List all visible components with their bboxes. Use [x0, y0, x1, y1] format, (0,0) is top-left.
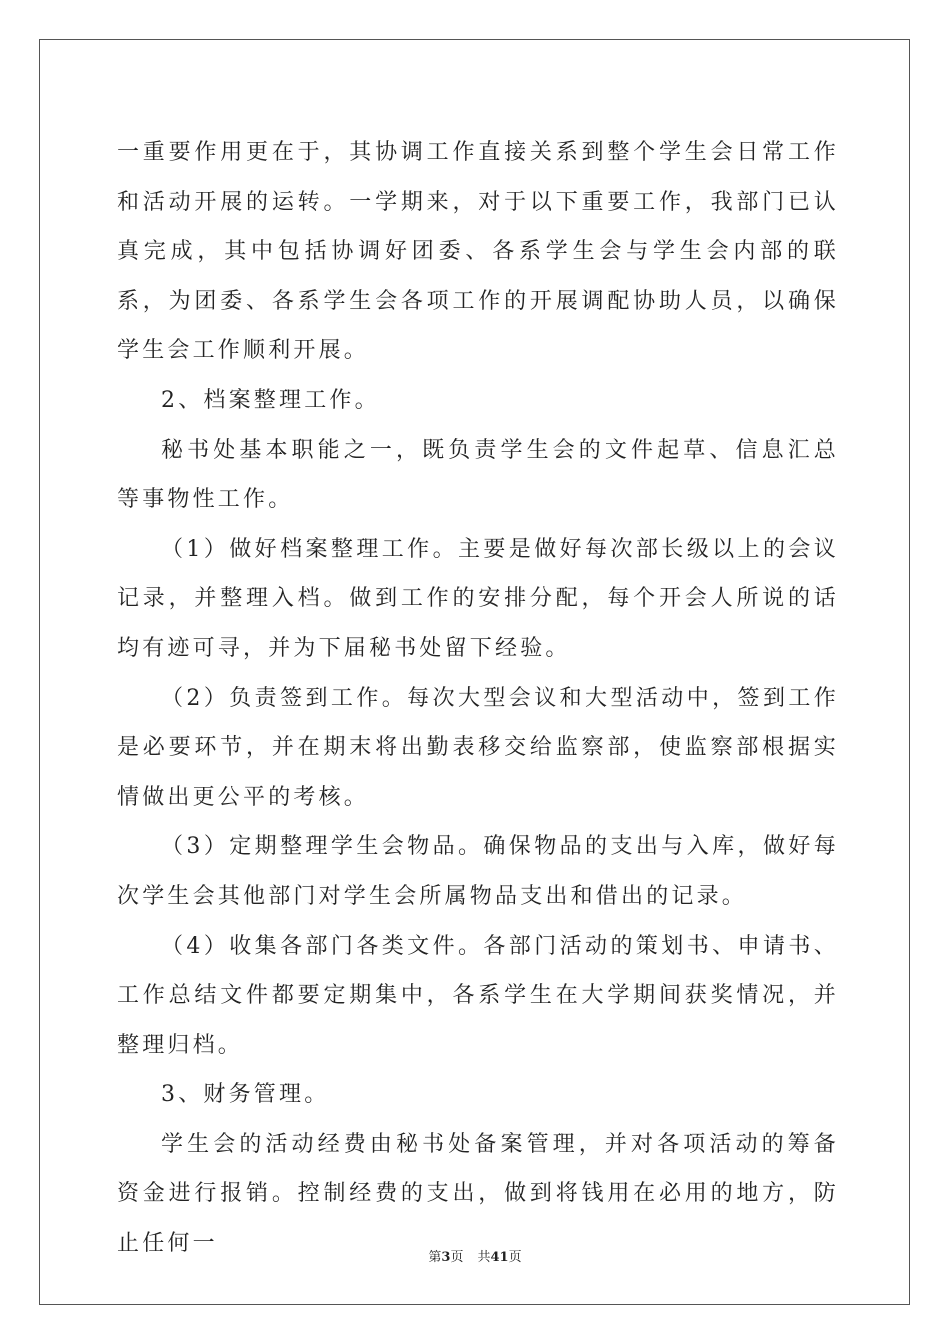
- paragraph-item-1: （1）做好档案整理工作。主要是做好每次部长级以上的会议记录，并整理入档。做到工作的安排分配，每个开会人所说的话均有迹可寻，并为下届秘书处留下经验。: [117, 536, 839, 661]
- paragraph-item-3: （3）定期整理学生会物品。确保物品的支出与入库，做好每次学生会其他部门对学生会所属物品支出和借出的记录。: [117, 834, 839, 909]
- page-label-suffix: 页: [450, 1250, 464, 1265]
- paragraph-continuation: 一重要作用更在于，其协调工作直接关系到整个学生会日常工作和活动开展的运转。一学期来，对于以下重要工作，我部门已认真完成，其中包括协调好团委、各系学生会与学生会内部的联系，为团委、各系学生会各项工作的开展调配协助人员，以确保学生会工作顺利开展。: [117, 140, 839, 364]
- page-footer: [0, 1246, 950, 1265]
- total-pages: 41: [490, 1250, 509, 1265]
- page-label-prefix: 第: [428, 1250, 442, 1265]
- paragraph-finance: 学生会的活动经费由秘书处备案管理，并对各项活动的筹备资金进行报销。控制经费的支出，做到将钱用在必用的地方，防止任何一: [117, 1131, 839, 1257]
- paragraph-item-4: （4）收集各部门各类文件。各部门活动的策划书、申请书、工作总结文件都要定期集中，各系学生在大学期间获奖情况，并整理归档。: [117, 933, 839, 1058]
- paragraph-archive-intro: 秘书处基本职能之一，既负责学生会的文件起草、信息汇总等事物性工作。: [117, 437, 839, 513]
- page-number: 3: [441, 1250, 451, 1265]
- paragraph-item-2: （2）负责签到工作。每次大型会议和大型活动中，签到工作是必要环节，并在期末将出勤表移交给监察部，使监察部根据实情做出更公平的考核。: [117, 685, 839, 810]
- section-heading-finance: 3、财务管理。: [161, 1082, 330, 1108]
- total-label-prefix: 共: [477, 1250, 491, 1265]
- document-body: [117, 128, 839, 1269]
- section-heading-archive: 2、档案整理工作。: [161, 387, 380, 413]
- total-label-suffix: 页: [508, 1250, 522, 1265]
